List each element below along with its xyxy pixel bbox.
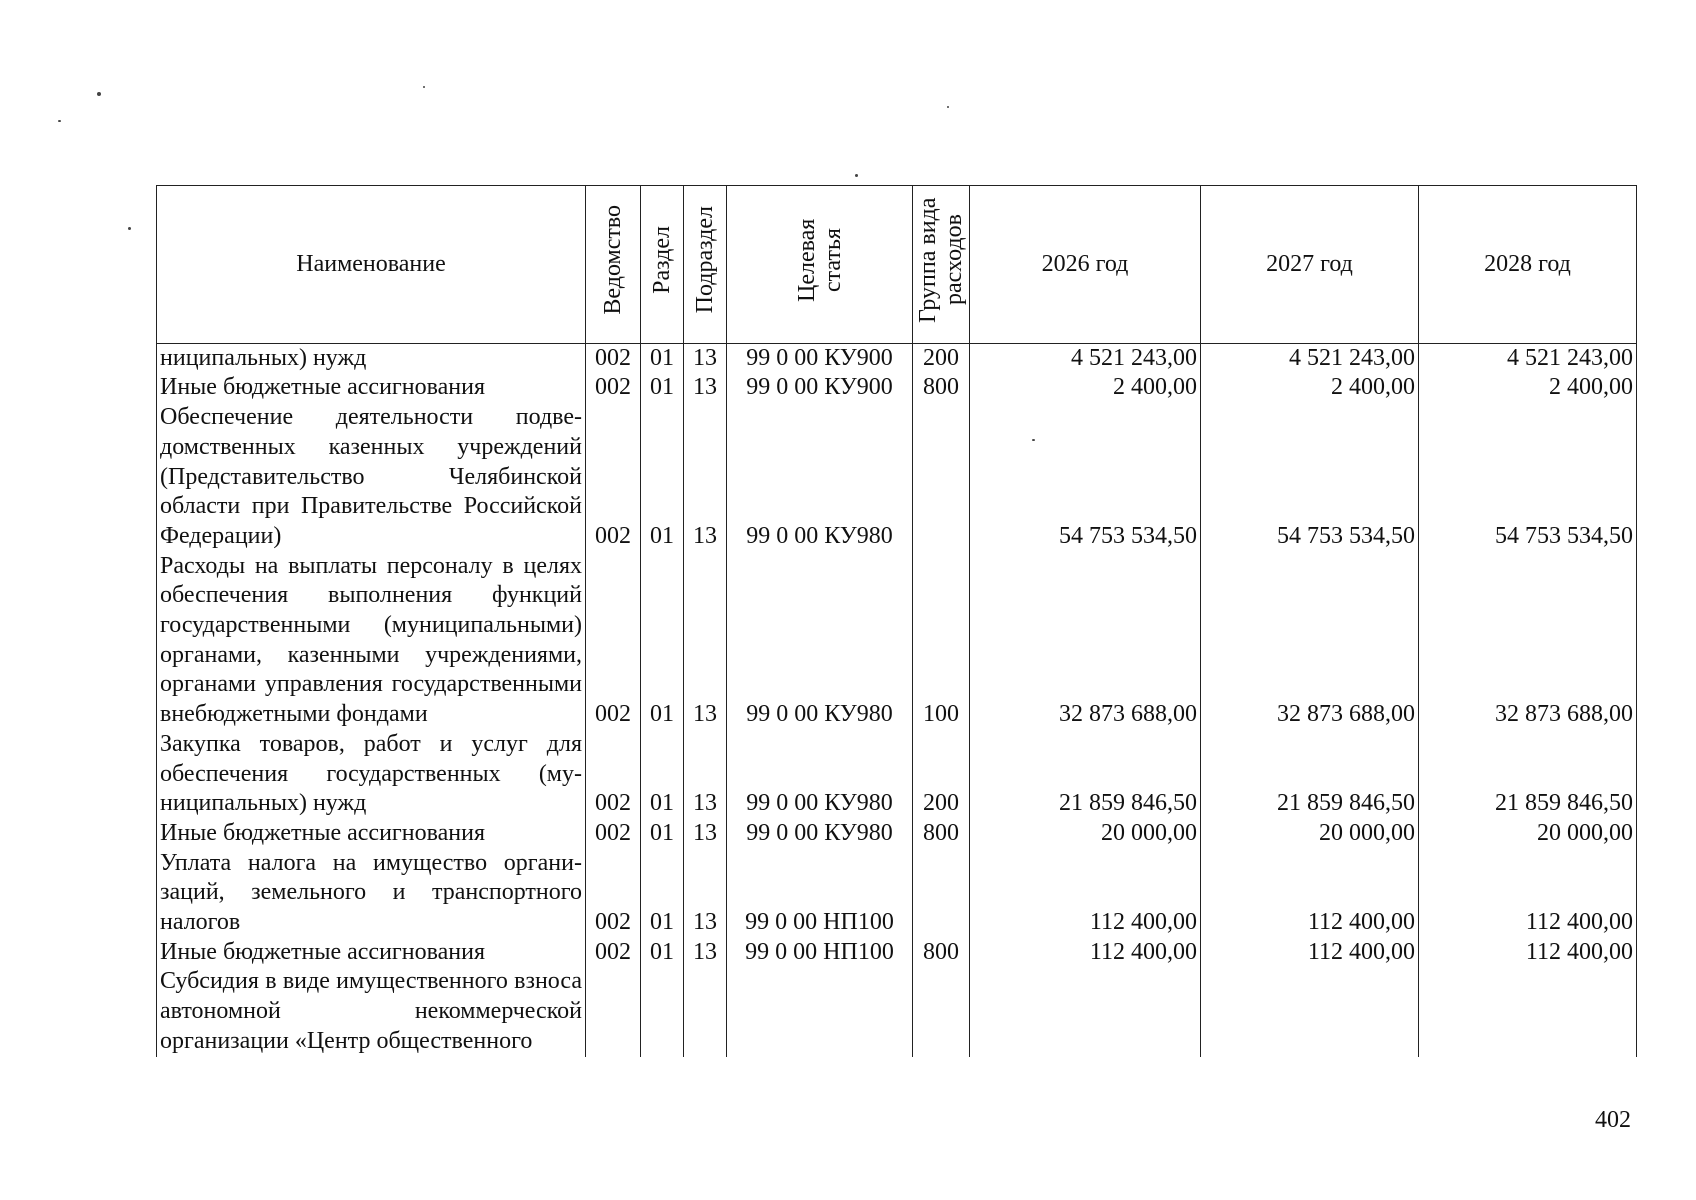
- row-amount-2028: 20 000,00: [1419, 819, 1637, 849]
- scan-speck: [947, 106, 949, 108]
- row-amount-2027: 112 400,00: [1201, 849, 1419, 938]
- row-amount-2028: 4 521 243,00: [1419, 343, 1637, 373]
- row-name: Закупка товаров, работ и услуг для обеспечения государственных (муниципальных) нужд: [157, 730, 586, 819]
- row-amount-2028: [1419, 967, 1637, 1056]
- row-name: Расходы на выплаты персоналу в целях обеспечения выполнения функций государственными (муниципальными) органами, казенными учреждениями, органами управления государственными внебюджетными фондами: [157, 552, 586, 730]
- row-target-item: 99 0 00 КУ980: [727, 552, 913, 730]
- row-expense-group: 200: [913, 730, 970, 819]
- table-row: [157, 730, 1637, 819]
- row-amount-2026: 4 521 243,00: [970, 343, 1201, 373]
- row-subsection: 13: [684, 552, 727, 730]
- table-row: [157, 343, 1637, 373]
- row-expense-group: 100: [913, 552, 970, 730]
- row-section: 01: [641, 938, 684, 968]
- row-expense-group: 800: [913, 819, 970, 849]
- row-department: 002: [586, 343, 641, 373]
- row-section: 01: [641, 403, 684, 552]
- row-department: 002: [586, 552, 641, 730]
- row-expense-group: 800: [913, 373, 970, 403]
- row-amount-2027: 20 000,00: [1201, 819, 1419, 849]
- row-amount-2028: 21 859 846,50: [1419, 730, 1637, 819]
- row-name: ниципальных) нужд: [157, 343, 586, 373]
- page-number: 402: [1595, 1107, 1631, 1133]
- header-year-2026: 2026 год: [970, 186, 1201, 344]
- row-amount-2026: 112 400,00: [970, 938, 1201, 968]
- row-subsection: [684, 967, 727, 1056]
- row-target-item: 99 0 00 КУ900: [727, 373, 913, 403]
- header-subsection: Подраздел: [684, 186, 727, 344]
- row-amount-2026: 54 753 534,50: [970, 403, 1201, 552]
- table-row: [157, 552, 1637, 730]
- row-amount-2028: 2 400,00: [1419, 373, 1637, 403]
- row-subsection: 13: [684, 730, 727, 819]
- row-department: 002: [586, 403, 641, 552]
- row-name: Иные бюджетные ассигнования: [157, 938, 586, 968]
- row-department: 002: [586, 938, 641, 968]
- row-target-item: 99 0 00 КУ980: [727, 819, 913, 849]
- row-amount-2027: 32 873 688,00: [1201, 552, 1419, 730]
- row-name: Обеспечение деятельности подведомственных казенных учреждений (Представительство Челябинской области при Правительстве Российской Федерации): [157, 403, 586, 552]
- row-amount-2028: 54 753 534,50: [1419, 403, 1637, 552]
- row-amount-2026: [970, 967, 1201, 1056]
- row-name: Субсидия в виде имущественного взноса автономной некоммерческой организации «Центр общественного: [157, 967, 586, 1056]
- row-target-item: 99 0 00 КУ900: [727, 343, 913, 373]
- row-section: 01: [641, 819, 684, 849]
- scan-speck: [97, 92, 101, 96]
- row-subsection: 13: [684, 938, 727, 968]
- row-expense-group: [913, 967, 970, 1056]
- row-name: Иные бюджетные ассигнования: [157, 373, 586, 403]
- header-section: Раздел: [641, 186, 684, 344]
- budget-table: [156, 185, 1637, 1057]
- row-amount-2027: 21 859 846,50: [1201, 730, 1419, 819]
- row-subsection: 13: [684, 849, 727, 938]
- row-amount-2027: [1201, 967, 1419, 1056]
- header-expense-group: Группа вида расходов: [913, 186, 970, 344]
- row-expense-group: 800: [913, 938, 970, 968]
- table-row: [157, 819, 1637, 849]
- row-amount-2026: 112 400,00: [970, 849, 1201, 938]
- row-target-item: 99 0 00 КУ980: [727, 403, 913, 552]
- row-amount-2027: 4 521 243,00: [1201, 343, 1419, 373]
- row-amount-2027: 2 400,00: [1201, 373, 1419, 403]
- scan-speck: [58, 120, 61, 122]
- row-expense-group: 200: [913, 343, 970, 373]
- row-section: [641, 967, 684, 1056]
- row-section: 01: [641, 373, 684, 403]
- row-section: 01: [641, 552, 684, 730]
- table-row: [157, 403, 1637, 552]
- row-expense-group: [913, 849, 970, 938]
- row-amount-2028: 112 400,00: [1419, 938, 1637, 968]
- header-year-2027: 2027 год: [1201, 186, 1419, 344]
- row-amount-2026: 20 000,00: [970, 819, 1201, 849]
- table-header-row: [157, 186, 1637, 344]
- row-section: 01: [641, 343, 684, 373]
- scan-speck: [128, 227, 131, 230]
- header-name: Наименование: [157, 186, 586, 344]
- table-row: [157, 373, 1637, 403]
- scan-speck: [855, 174, 858, 177]
- row-subsection: 13: [684, 373, 727, 403]
- header-department: Ведомство: [586, 186, 641, 344]
- scan-speck: [423, 86, 425, 88]
- row-target-item: [727, 967, 913, 1056]
- row-target-item: 99 0 00 КУ980: [727, 730, 913, 819]
- row-department: 002: [586, 730, 641, 819]
- row-name: Уплата налога на имущество организаций, земельного и транспортного налогов: [157, 849, 586, 938]
- table-row: [157, 967, 1637, 1056]
- row-amount-2028: 112 400,00: [1419, 849, 1637, 938]
- row-section: 01: [641, 730, 684, 819]
- row-department: 002: [586, 849, 641, 938]
- row-amount-2026: 32 873 688,00: [970, 552, 1201, 730]
- row-amount-2028: 32 873 688,00: [1419, 552, 1637, 730]
- row-name: Иные бюджетные ассигнования: [157, 819, 586, 849]
- table-row: [157, 849, 1637, 938]
- row-subsection: 13: [684, 403, 727, 552]
- header-target-item: Целевая статья: [727, 186, 913, 344]
- row-target-item: 99 0 00 НП100: [727, 849, 913, 938]
- row-subsection: 13: [684, 819, 727, 849]
- row-expense-group: [913, 403, 970, 552]
- table-row: [157, 938, 1637, 968]
- row-subsection: 13: [684, 343, 727, 373]
- row-amount-2026: 2 400,00: [970, 373, 1201, 403]
- row-amount-2027: 54 753 534,50: [1201, 403, 1419, 552]
- row-department: [586, 967, 641, 1056]
- row-section: 01: [641, 849, 684, 938]
- row-department: 002: [586, 819, 641, 849]
- row-amount-2027: 112 400,00: [1201, 938, 1419, 968]
- header-year-2028: 2028 год: [1419, 186, 1637, 344]
- row-amount-2026: 21 859 846,50: [970, 730, 1201, 819]
- row-department: 002: [586, 373, 641, 403]
- row-target-item: 99 0 00 НП100: [727, 938, 913, 968]
